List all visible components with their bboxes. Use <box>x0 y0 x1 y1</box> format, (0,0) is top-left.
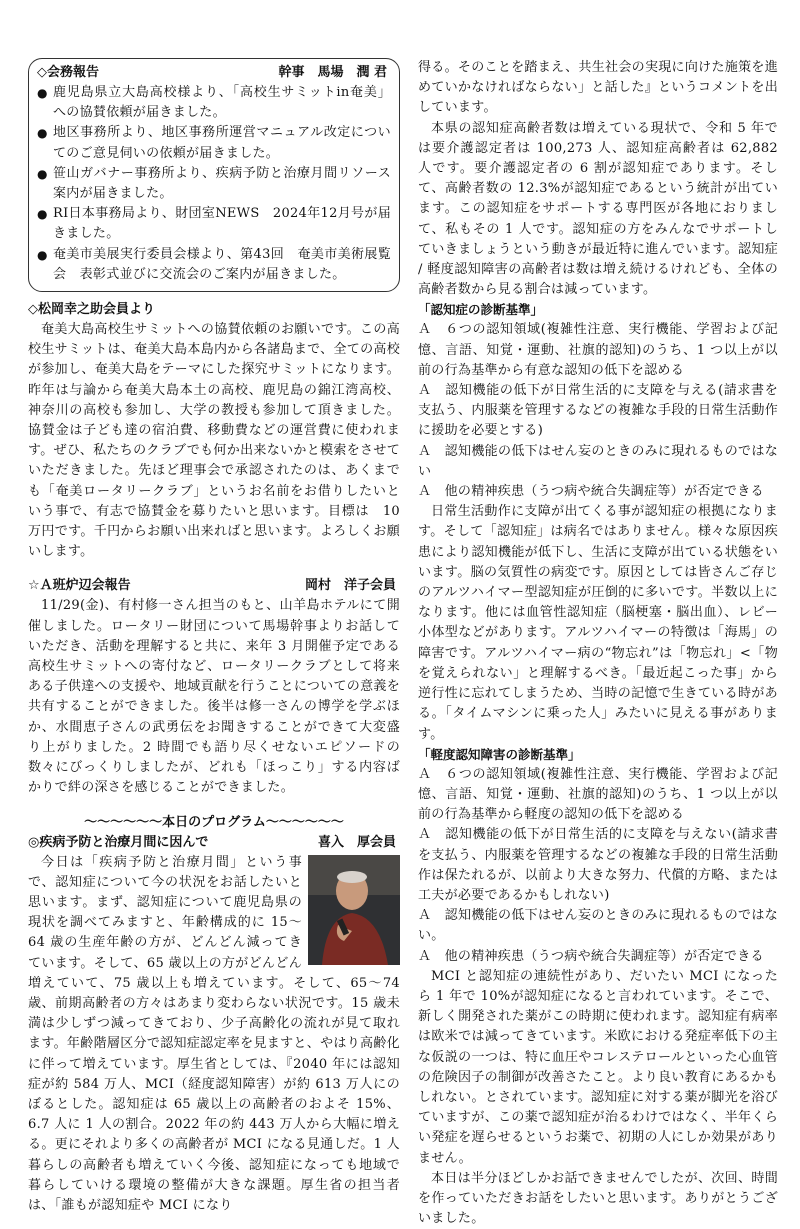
matsuoka-body: 奄美大島高校生サミットへの協賛依頼のお願いです。この高校生サミットは、奄美大島本島内から各諸島まで、全ての高校が参加し、奄美大島をテーマにした探究サミットになります。昨年は与論から奄美大島本土の高校、鹿児島の錦江湾高校、神奈川の高校も参加し、大学の教授も参加して頂きました。協賛金は子ども達の宿泊費、移動費などの運営費に使われます。ぜひ、私たちのクラブでも何か出来ないかと模索をさせていただきました。先ほど理事会で承認されたのは、あくまでも「奄美ロータリークラブ」というお名前をお借りしたいという事で、有志で協賛金を募りたいと思います。目標は 10 万円です。千円からお願い出来ればと思います。よろしくお願いします。 <box>28 322 400 560</box>
program-section <box>28 813 400 1217</box>
kaimu-item: ● 奄美市美展実行委員会様より、第43回 奄美市美術展覧会 表彰式並びに交流会のご案内が届きました。 <box>37 245 391 285</box>
criteria-item: Ａ ６つの認知領域(複雑性注意、実行機能、学習および記憶、言語、知覚・運動、社旗的認知)のうち、1 つ以上が以前の行為基準から有意な認知の低下を認める <box>418 322 778 378</box>
a-han-title: ☆Ａ班炉辺会報告 <box>28 578 131 594</box>
kaimu-title: ◇会務報告 <box>37 65 99 80</box>
kaimu-item: ● 地区事務所より、地区事務所運営マニュアル改定についてのご意見伺いの依頼が届きました。 <box>37 123 391 163</box>
a-han-header <box>28 576 400 596</box>
program-banner: ～～～～～～本日のプログラム～～～～～～ <box>84 814 344 830</box>
criteria-item: Ａ 認知機能の低下が日常生活的に支障を与える(請求書を支払う、内服薬を管理するなどの複雑な手段的日常生活動作に援助を必要とする) <box>418 383 778 439</box>
program-title: ◎疾病予防と治療月間に因んで <box>28 834 209 850</box>
mci-criteria-heading: 「軽度認知障害の診断基準」 <box>418 746 581 762</box>
closing-paragraph: 本日は半分ほどしかお話できませんでしたが、次回、時間を作っていただきお話をしたいと思います。ありがとうございました。 <box>418 1170 778 1227</box>
mci-criteria-item: Ａ 他の精神疾患（うつ病や統合失調症等）が否定できる <box>418 948 764 964</box>
a-han-reporter: 岡村 洋子会員 <box>304 578 396 594</box>
speaker-photo <box>308 855 400 965</box>
right-paragraph: 得る。そのことを踏まえ、共生社会の実現に向けた施策を進めていかなければならない」と話した』というコメントを出しています。 <box>418 60 778 116</box>
kaimu-item: ● 鹿児島県立大島高校様より、「高校生サミットin奄美」への協賛依頼が届きました。 <box>37 83 391 123</box>
kaimu-reporter: 幹事 馬場 潤 君 <box>278 65 387 80</box>
right-paragraph: 日常生活動作に支障が出てくる事が認知症の根拠になります。そして「認知症」は病名ではありません。様々な原因疾患により認知機能が低下し、生活に支障が出ている状態をいいます。脳の気質性の病変です。原因としては皆さんご存じのアルツハイマー型認知症が圧倒的に多いです。半数以上になります。他には血管性認知症（脳梗塞・脳出血）、レビー小体型などがあります。アルツハイマーの特徴は「海馬」の障害です。アルツハイマー病の“物忘れ”は「物忘れ」<「物を覚えられない」と理解するべき。「最近起こった事」から逆行性に忘れてしまうため、当時の記憶で生きている時がある。「タイムマシンに乗った人」みたいに見える事があります。 <box>418 504 778 742</box>
right-column <box>418 58 778 1229</box>
a-han-section <box>28 576 400 798</box>
right-paragraph: MCI と認知症の連続性があり、だいたい MCI になったら 1 年で 10%が認知症になると言われています。そこで、新しく開発された薬がこの時期に使われます。認知症有病率は欧米では減ってきています。米欧における発症率低下の主な仮説の一つは、特に血圧やコレステロールといった心血管の危険因子の制御が改善さたこと。より良い教育にあるかもしれない。とされています。認知症に対する薬が脚光を浴びていますが、この薬で認知症が治るわけではなく、半年くらい発症を遅らせるというお薬で、初期の人にしか効果がありません。 <box>418 968 778 1166</box>
program-header <box>28 833 400 853</box>
matsuoka-section <box>28 300 400 562</box>
left-column <box>28 58 400 1216</box>
criteria-heading: 「認知症の診断基準」 <box>418 302 544 318</box>
mci-criteria-item: Ａ 認知機能の低下が日常生活的に支障を与えない(請求書を支払う、内服薬を管理するなどの複雑な手段的日常生活動作は保たれるが、以前より大きな努力、代償的方略、または工夫が必要であるかもしれない) <box>418 827 778 903</box>
kaimu-item: ● RI日本事務局より、財団室NEWS 2024年12月号が届きました。 <box>37 204 391 244</box>
criteria-item: Ａ 他の精神疾患（うつ病や統合失調症等）が否定できる <box>418 484 764 500</box>
program-body: 今日は「疾病予防と治療月間」という事で、認知症について今の状況をお話したいと思います。まず、認知症について鹿児島県の現状を調べてみますと、年齢構成的に 15～64 歳の生産年齢の方が、どんどん減ってきています。そして、65 歳以上の方がどんどん増えていて、75 歳以上も増えています。そして、65～74 歳、前期高齢者の方々はあまり変わらない状況です。15 歳未満は少しずつ減ってきており、少子高齢化の流れが見て取れます。年齢階層区分で認知症認定率を見ますと、やはり高齢化に伴って増えています。厚生省としては、『2040 年には認知症が約 584 万人、MCI（経度認知障害）が約 613 万人にのぼるとした。認知症は 65 歳以上の高齢者のおよそ 15%、6.7 人に 1 人の割合。2022 年の約 443 万人から大幅に増える。更にそれより多くの高齢者が MCI になる見通しだ。1 人暮らしの高齢者も増えていく今後、認知症になっても地域で暮らしていける環境の整備が大きな課題。厚生省の担当者は、「誰もが認知症や MCI になり <box>28 854 400 1213</box>
mci-criteria-item: Ａ ６つの認知領域(複雑性注意、実行機能、学習および記憶、言語、知覚・運動、社旗的認知)のうち、1 つ以上が以前の行為基準から軽度の認知の低下を認める <box>418 766 778 823</box>
kaimu-item: ● 笹山ガバナー事務所より、疾病予防と治療月間リソース案内が届きました。 <box>37 164 391 204</box>
matsuoka-title: ◇松岡幸之助会員より <box>28 302 155 318</box>
program-speaker: 喜入 厚会員 <box>317 834 396 850</box>
kaimu-list <box>37 83 391 285</box>
kaimu-header <box>37 63 391 83</box>
criteria-item: Ａ 認知機能の低下はせん妄のときのみに現れるものではない <box>418 443 778 479</box>
a-han-body: 11/29(金)、有村修一さん担当のもと、山羊島ホテルにて開催しました。ロータリー財団について馬場幹事よりお話していただき、活動を理解すると共に、来年 3 月開催予定である高校生サミットへの寄付など、ロータリークラブとして将来ある子供達への支援や、地域貢献を行うことについての意義を共有することができました。後半は修一さんの博学を学ぶほか、水間恵子さんの武勇伝をお聞きすることができて大変盛り上がりました。2 時間でも語り尽くせないエピソードの数々にびっくりしましたが、どれも「ほっこり」する内容ばかりで絆の深さを感じることができました。 <box>28 598 400 796</box>
right-paragraph: 本県の認知症高齢者数は増えている現状で、令和 5 年では要介護認定者は 100,273 人、認知症高齢者は 62,882 人です。要介護認定者の 6 割が認知症であります。そして、高齢者数の 12.3%が認知症であるという統計が出ています。この認知症をサポートする専門医が各地におりまして、私もその 1 人です。認知症の方をみんなでサポートしていきましょうという動きが最近特に進んでいます。認知症 / 軽度認知障害の高齢者は数は増え続けるけれども、全体の高齢者数から見る割合は減っています。 <box>418 120 778 298</box>
mci-criteria-item: Ａ 認知機能の低下はせん妄のときのみに現れるものではない。 <box>418 908 778 944</box>
kaimu-box <box>28 58 400 292</box>
